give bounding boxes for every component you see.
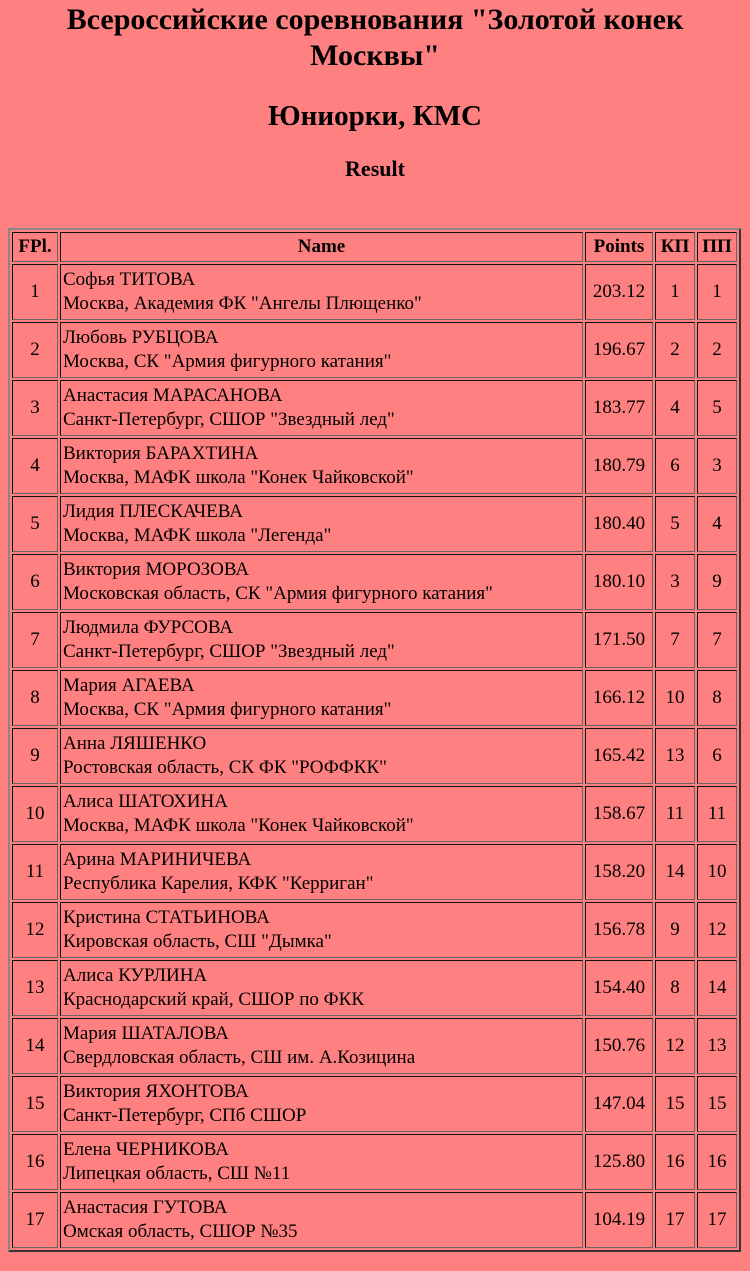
cell-name — [60, 902, 583, 958]
skater-name: Софья ТИТОВА — [63, 269, 196, 290]
cell-pp: 8 — [697, 670, 737, 726]
skater-club: Республика Карелия, КФК "Керриган" — [63, 873, 374, 894]
cell-kp: 1 — [655, 264, 695, 320]
skater-name: Кристина СТАТЬИНОВА — [63, 907, 270, 928]
event-title — [0, 0, 750, 74]
table-row — [12, 380, 737, 436]
skater-name: Виктория МОРОЗОВА — [63, 559, 250, 580]
cell-kp: 11 — [655, 786, 695, 842]
cell-place: 12 — [12, 902, 58, 958]
cell-place: 2 — [12, 322, 58, 378]
cell-name — [60, 728, 583, 784]
cell-pp: 10 — [697, 844, 737, 900]
skater-club: Москва, СК "Армия фигурного катания" — [63, 699, 392, 720]
cell-points: 183.77 — [585, 380, 653, 436]
cell-place: 7 — [12, 612, 58, 668]
table-row — [12, 264, 737, 320]
cell-kp: 14 — [655, 844, 695, 900]
skater-name: Алиса КУРЛИНА — [63, 965, 208, 986]
results-table — [8, 228, 741, 1252]
cell-points: 171.50 — [585, 612, 653, 668]
cell-name — [60, 670, 583, 726]
cell-name — [60, 1134, 583, 1190]
table-row — [12, 960, 737, 1016]
col-pp-header: ПП — [697, 232, 737, 262]
cell-points: 156.78 — [585, 902, 653, 958]
cell-place: 6 — [12, 554, 58, 610]
cell-pp: 5 — [697, 380, 737, 436]
skater-name: Арина МАРИНИЧЕВА — [63, 849, 252, 870]
cell-points: 196.67 — [585, 322, 653, 378]
header-row — [12, 232, 737, 262]
cell-pp: 13 — [697, 1018, 737, 1074]
skater-club: Москва, СК "Армия фигурного катания" — [63, 351, 392, 372]
cell-kp: 13 — [655, 728, 695, 784]
skater-club: Свердловская область, СШ им. А.Козицина — [63, 1047, 416, 1068]
cell-pp: 6 — [697, 728, 737, 784]
cell-name — [60, 264, 583, 320]
skater-club: Ростовская область, СК ФК "РОФФКК" — [63, 757, 387, 778]
cell-kp: 3 — [655, 554, 695, 610]
skater-club: Омская область, СШОР №35 — [63, 1221, 298, 1242]
cell-points: 158.67 — [585, 786, 653, 842]
skater-club: Москва, Академия ФК "Ангелы Плющенко" — [63, 293, 422, 314]
cell-place: 15 — [12, 1076, 58, 1132]
cell-place: 8 — [12, 670, 58, 726]
skater-name: Мария АГАЕВА — [63, 675, 195, 696]
skater-name: Лидия ПЛЕСКАЧЕВА — [63, 501, 243, 522]
cell-pp: 17 — [697, 1192, 737, 1248]
cell-pp: 1 — [697, 264, 737, 320]
skater-club: Краснодарский край, СШОР по ФКК — [63, 989, 364, 1010]
table-row — [12, 1192, 737, 1248]
cell-kp: 8 — [655, 960, 695, 1016]
cell-name — [60, 554, 583, 610]
cell-place: 11 — [12, 844, 58, 900]
skater-name: Анна ЛЯШЕНКО — [63, 733, 207, 754]
cell-pp: 2 — [697, 322, 737, 378]
cell-kp: 4 — [655, 380, 695, 436]
skater-name: Виктория БАРАХТИНА — [63, 443, 259, 464]
cell-kp: 7 — [655, 612, 695, 668]
cell-place: 10 — [12, 786, 58, 842]
cell-place: 17 — [12, 1192, 58, 1248]
cell-points: 125.80 — [585, 1134, 653, 1190]
skater-club: Санкт-Петербург, СПб СШОР — [63, 1105, 307, 1126]
cell-name — [60, 322, 583, 378]
cell-points: 180.79 — [585, 438, 653, 494]
skater-club: Москва, МАФК школа "Конек Чайковской" — [63, 815, 414, 836]
cell-points: 180.40 — [585, 496, 653, 552]
table-row — [12, 786, 737, 842]
event-title-line1: Всероссийские соревнования "Золотой конек — [66, 3, 684, 36]
table-row — [12, 1018, 737, 1074]
cell-pp: 4 — [697, 496, 737, 552]
cell-points: 203.12 — [585, 264, 653, 320]
table-row — [12, 554, 737, 610]
cell-kp: 9 — [655, 902, 695, 958]
cell-name — [60, 1018, 583, 1074]
skater-name: Мария ШАТАЛОВА — [63, 1023, 229, 1044]
cell-name — [60, 1076, 583, 1132]
cell-pp: 15 — [697, 1076, 737, 1132]
cell-points: 150.76 — [585, 1018, 653, 1074]
cell-name — [60, 786, 583, 842]
cell-kp: 15 — [655, 1076, 695, 1132]
table-row — [12, 902, 737, 958]
col-kp-header: КП — [655, 232, 695, 262]
table-row — [12, 612, 737, 668]
skater-club: Москва, МАФК школа "Легенда" — [63, 525, 332, 546]
col-name-header: Name — [60, 232, 583, 262]
cell-points: 104.19 — [585, 1192, 653, 1248]
skater-name: Алиса ШАТОХИНА — [63, 791, 228, 812]
cell-place: 1 — [12, 264, 58, 320]
cell-points: 154.40 — [585, 960, 653, 1016]
cell-kp: 10 — [655, 670, 695, 726]
cell-place: 16 — [12, 1134, 58, 1190]
cell-name — [60, 960, 583, 1016]
cell-kp: 12 — [655, 1018, 695, 1074]
cell-kp: 5 — [655, 496, 695, 552]
table-row — [12, 322, 737, 378]
skater-club: Липецкая область, СШ №11 — [63, 1163, 291, 1184]
cell-place: 5 — [12, 496, 58, 552]
skater-name: Любовь РУБЦОВА — [63, 327, 219, 348]
cell-points: 147.04 — [585, 1076, 653, 1132]
skater-name: Анастасия МАРАСАНОВА — [63, 385, 283, 406]
skater-club: Санкт-Петербург, СШОР "Звездный лед" — [63, 409, 395, 430]
cell-points: 165.42 — [585, 728, 653, 784]
cell-pp: 14 — [697, 960, 737, 1016]
skater-club: Санкт-Петербург, СШОР "Звездный лед" — [63, 641, 395, 662]
cell-pp: 9 — [697, 554, 737, 610]
table-row — [12, 496, 737, 552]
cell-name — [60, 496, 583, 552]
cell-place: 4 — [12, 438, 58, 494]
skater-name: Анастасия ГУТОВА — [63, 1197, 228, 1218]
section-title: Result — [345, 156, 405, 181]
cell-kp: 16 — [655, 1134, 695, 1190]
event-title-line2: Москвы" — [310, 39, 440, 72]
table-row — [12, 728, 737, 784]
cell-place: 14 — [12, 1018, 58, 1074]
skater-club: Москва, МАФК школа "Конек Чайковской" — [63, 467, 414, 488]
cell-points: 180.10 — [585, 554, 653, 610]
cell-points: 158.20 — [585, 844, 653, 900]
cell-pp: 7 — [697, 612, 737, 668]
table-row — [12, 438, 737, 494]
table-row — [12, 844, 737, 900]
cell-name — [60, 1192, 583, 1248]
cell-pp: 16 — [697, 1134, 737, 1190]
cell-place: 9 — [12, 728, 58, 784]
results-body — [12, 264, 737, 1248]
cell-pp: 12 — [697, 902, 737, 958]
cell-kp: 6 — [655, 438, 695, 494]
cell-name — [60, 844, 583, 900]
col-points-header: Points — [585, 232, 653, 262]
cell-points: 166.12 — [585, 670, 653, 726]
skater-name: Виктория ЯХОНТОВА — [63, 1081, 249, 1102]
table-row — [12, 1076, 737, 1132]
skater-club: Кировская область, СШ "Дымка" — [63, 931, 332, 952]
skater-name: Людмила ФУРСОВА — [63, 617, 234, 638]
category-title: Юниорки, КМС — [268, 100, 482, 132]
cell-kp: 17 — [655, 1192, 695, 1248]
cell-pp: 11 — [697, 786, 737, 842]
cell-name — [60, 612, 583, 668]
cell-name — [60, 438, 583, 494]
table-row — [12, 670, 737, 726]
skater-name: Елена ЧЕРНИКОВА — [63, 1139, 229, 1160]
table-row — [12, 1134, 737, 1190]
cell-place: 3 — [12, 380, 58, 436]
cell-kp: 2 — [655, 322, 695, 378]
cell-place: 13 — [12, 960, 58, 1016]
cell-name — [60, 380, 583, 436]
col-fpl-header: FPl. — [12, 232, 58, 262]
skater-club: Московская область, СК "Армия фигурного катания" — [63, 583, 493, 604]
cell-pp: 3 — [697, 438, 737, 494]
